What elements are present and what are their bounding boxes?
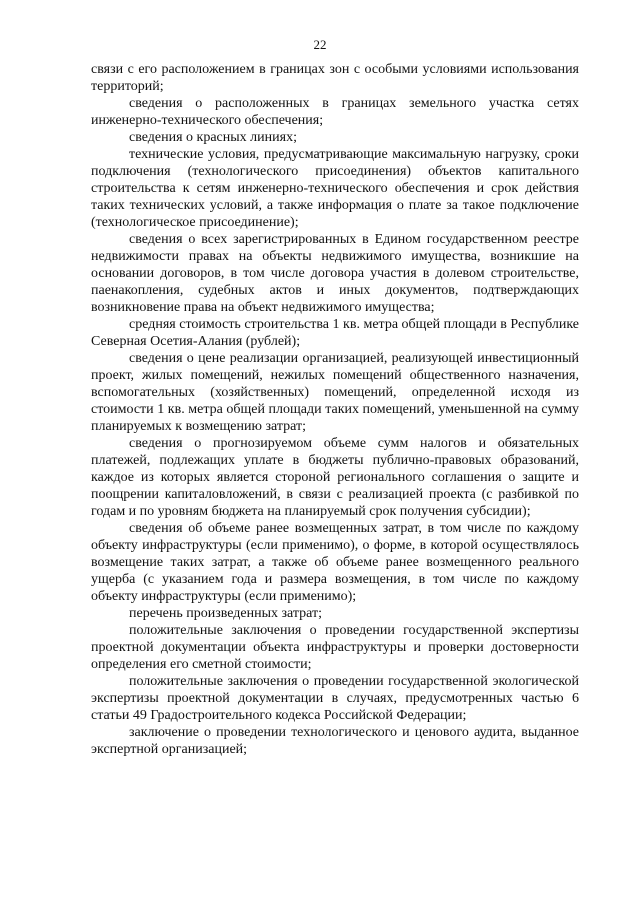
- document-body: [91, 61, 579, 758]
- paragraph: сведения о расположенных в границах земельного участка сетях инженерно-технического обеспечения;: [91, 96, 579, 128]
- paragraph: сведения о всех зарегистрированных в Едином государственном реестре недвижимости правах на объекты недвижимого имущества, возникшие на основании договоров, в том числе договора участия в долевом строительстве, паенакопления, судебных актов и иных документов, подтверждающих возникновение права на объект недвижимого имущества;: [91, 232, 579, 315]
- paragraph: положительные заключения о проведении государственной экспертизы проектной документации объекта инфраструктуры и проверки достоверности определения его сметной стоимости;: [91, 623, 579, 672]
- paragraph: технические условия, предусматривающие максимальную нагрузку, сроки подключения (технологического присоединения) объектов капитального строительства к сетям инженерно-технического обеспечения и срок действия таких технических условий, а также информация о плате за такое подключение (технологическое присоединение);: [91, 147, 579, 230]
- paragraph: перечень произведенных затрат;: [129, 606, 323, 621]
- page-number: 22: [313, 37, 327, 52]
- paragraph: заключение о проведении технологического и ценового аудита, выданное экспертной организацией;: [91, 725, 579, 757]
- paragraph: сведения о прогнозируемом объеме сумм налогов и обязательных платежей, подлежащих уплате в бюджеты публично-правовых образований, каждое из которых является стороной регионального соглашения о защите и поощрении капиталовложений, в связи с реализацией проекта (с разбивкой по годам и по уровням бюджета на планируемый срок получения субсидии);: [91, 436, 579, 519]
- paragraph: сведения об объеме ранее возмещенных затрат, в том числе по каждому объекту инфраструктуры (если применимо), о форме, в которой осуществлялось возмещение таких затрат, а также об объеме ранее возмещенного реального ущерба (с указанием года и размера возмещения, в том числе по каждому объекту инфраструктуры (если применимо);: [91, 521, 579, 604]
- paragraph: связи с его расположением в границах зон с особыми условиями использования территорий;: [91, 62, 579, 94]
- paragraph: средняя стоимость строительства 1 кв. метра общей площади в Республике Северная Осетия-Алания (рублей);: [91, 317, 579, 349]
- paragraph: сведения о цене реализации организацией, реализующей инвестиционный проект, жилых помещений, нежилых помещений общественного назначения, вспомогательных (хозяйственных) помещений, определенной исходя из стоимости 1 кв. метра общей площади таких помещений, уменьшенной на сумму планируемых к возмещению затрат;: [91, 351, 579, 434]
- paragraph: сведения о красных линиях;: [129, 130, 297, 145]
- paragraph: положительные заключения о проведении государственной экологической экспертизы проектной документации в случаях, предусмотренных частью 6 статьи 49 Градостроительного кодекса Российской Федерации;: [91, 674, 579, 723]
